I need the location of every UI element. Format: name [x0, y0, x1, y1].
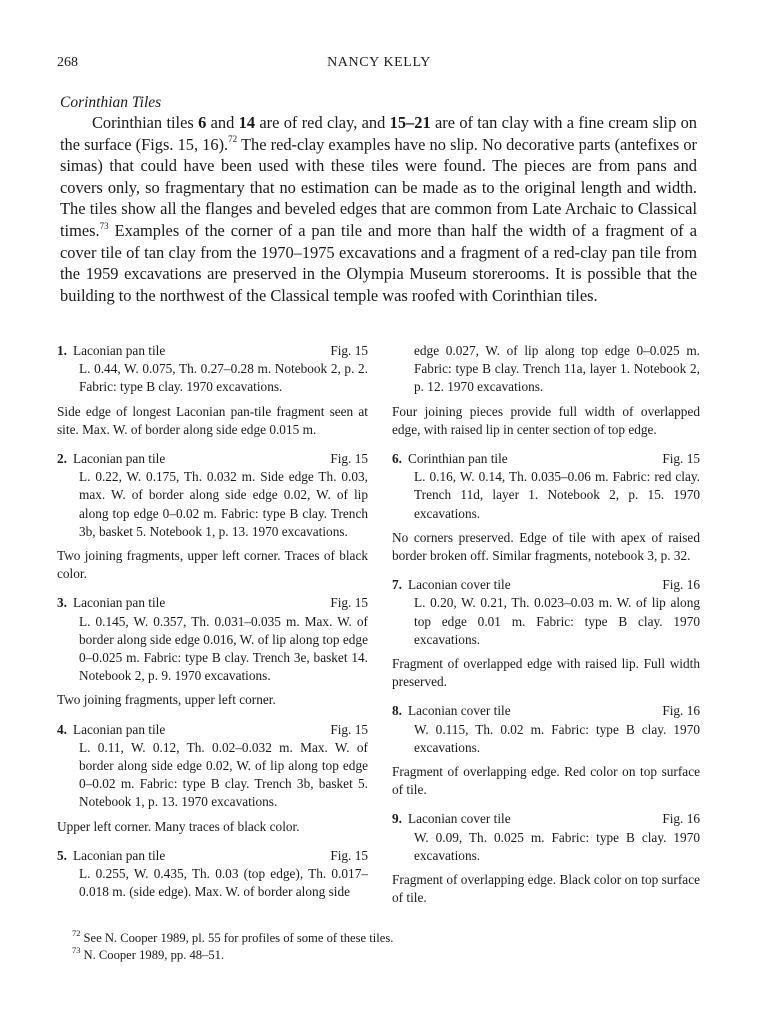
- figure-ref: Fig. 15: [330, 847, 368, 863]
- catalog-entry-5-continued: [392, 342, 700, 439]
- footnote-text: See N. Cooper 1989, pl. 55 for profiles of some of these tiles.: [83, 931, 394, 945]
- entry-description: Two joining fragments, upper left corner.: [57, 692, 276, 708]
- entry-description: Fragment of overlapping edge. Black color on top surface of tile.: [392, 872, 700, 906]
- entry-details: W. 0.115, Th. 0.02 m. Fabric: type B clay. 1970 excavations.: [414, 721, 700, 755]
- catalog-entry-4: [57, 721, 368, 836]
- footnote-73: [72, 944, 692, 964]
- entry-details-continued: edge 0.027, W. of lip along top edge 0–0.025 m. Fabric: type B clay. Trench 11a, layer 1. Notebook 2, p. 12. 1970 excavations.: [414, 343, 700, 395]
- catalog-column-right: [392, 342, 700, 918]
- catalog-entry-3: [57, 594, 368, 709]
- catalog-entry-6: [392, 450, 700, 565]
- entry-title: 6. Corinthian pan tile: [392, 451, 508, 467]
- figure-ref: Fig. 15: [330, 721, 368, 737]
- section-heading: Corinthian Tiles: [60, 94, 162, 111]
- entry-description: Four joining pieces provide full width of overlapped edge, with raised lip in center section of top edge.: [392, 403, 700, 437]
- entry-description: Upper left corner. Many traces of black color.: [57, 818, 300, 834]
- catalog-entry-2: [57, 450, 368, 583]
- entry-description: Fragment of overlapping edge. Red color on top surface of tile.: [392, 764, 700, 798]
- page-number: 268: [57, 55, 78, 70]
- catalog-entry-8: [392, 702, 700, 799]
- catalog-entry-7: [392, 576, 700, 691]
- catalog-column-left: [57, 342, 368, 912]
- footnote-72: [72, 927, 692, 947]
- entry-details: L. 0.20, W. 0.21, Th. 0.023–0.03 m. W. of lip along top edge 0.01 m. Fabric: type B clay. 1970 excavations.: [414, 595, 700, 647]
- entry-title: 3. Laconian pan tile: [57, 595, 166, 611]
- footnotes: [72, 927, 692, 964]
- figure-ref: Fig. 16: [662, 811, 700, 827]
- footnote-ref-72: 72: [228, 134, 238, 145]
- entry-details: L. 0.22, W. 0.175, Th. 0.032 m. Side edge Th. 0.03, max. W. of border along side edge 0.02, W. of lip along top edge 0–0.02 m. Fabric: type B clay. Trench 3b, basket 5. Notebook 1, p. 13. 1970 excavations.: [79, 469, 368, 539]
- entry-title: 9. Laconian cover tile: [392, 811, 511, 827]
- figure-ref: Fig. 15: [330, 343, 368, 358]
- entry-description: Side edge of longest Laconian pan-tile fragment seen at site. Max. W. of border along side edge 0.015 m.: [57, 403, 368, 437]
- figure-ref: Fig. 16: [662, 703, 700, 719]
- entry-details: W. 0.09, Th. 0.025 m. Fabric: type B clay. 1970 excavations.: [414, 829, 700, 863]
- footnote-number: 72: [72, 927, 81, 938]
- entry-details: L. 0.255, W. 0.435, Th. 0.03 (top edge), Th. 0.017–0.018 m. (side edge). Max. W. of border along side: [79, 866, 368, 900]
- running-head: [57, 55, 701, 75]
- entry-details: L. 0.44, W. 0.075, Th. 0.27–0.28 m. Notebook 2, p. 2. Fabric: type B clay. 1970 excavations.: [79, 361, 368, 395]
- figure-ref: Fig. 15: [330, 451, 368, 467]
- catalog-entry-1: [57, 342, 368, 439]
- catalog-entry-9: [392, 810, 700, 907]
- footnote-text: N. Cooper 1989, pp. 48–51.: [83, 948, 225, 962]
- entry-title: 7. Laconian cover tile: [392, 577, 511, 593]
- entry-title: 4. Laconian pan tile: [57, 721, 166, 737]
- entry-details: L. 0.11, W. 0.12, Th. 0.02–0.032 m. Max. W. of border along side edge 0.02, W. of lip along top edge 0–0.02 m. Fabric: type B clay. Trench 3b, basket 5. Notebook 1, p. 13. 1970 excavations.: [79, 739, 368, 810]
- catalog-entry-5: [57, 847, 368, 902]
- entry-description: Two joining fragments, upper left corner. Traces of black color.: [57, 548, 368, 582]
- entry-description: Fragment of overlapped edge with raised lip. Full width preserved.: [392, 656, 700, 690]
- entry-details: L. 0.145, W. 0.357, Th. 0.031–0.035 m. Max. W. of border along side edge 0.016, W. of lip along top edge 0–0.025 m. Fabric: type B clay. Trench 3e, basket 14. Notebook 2, p. 9. 1970 excavations.: [79, 613, 368, 684]
- figure-ref: Fig. 15: [662, 451, 700, 467]
- entry-description: No corners preserved. Edge of tile with apex of raised border broken off. Similar fragments, notebook 3, p. 32.: [392, 529, 700, 564]
- entry-title: 5. Laconian pan tile: [57, 847, 166, 863]
- footnote-ref-73: 73: [99, 220, 109, 231]
- entry-title: 1. Laconian pan tile: [57, 343, 166, 358]
- entry-title: 8. Laconian cover tile: [392, 703, 511, 719]
- footnote-number: 73: [72, 944, 81, 955]
- entry-title: 2. Laconian pan tile: [57, 451, 166, 467]
- intro-paragraph: Corinthian tiles 6 and 14 are of red clay, and 15–21 are of tan clay with a fine cream slip on the surface (Figs. 15, 16).$^{72}$ The red-clay examples have no slip. No decorative parts (antefixes or simas) that could have been used with these tiles were found. The pieces are from pans and covers only, so fragmentary that no estimation can be made as to the original length and width. The tiles show all the flanges and beveled edges that are common from Late Archaic to Classical times.$^{73}$ Examples of the corner of a pan tile and more than half the width of a fragment of a cover tile of tan clay from the 1970–1975 excavations and a fragment of a red-clay pan tile from the 1959 excavations are preserved in the Olympia Museum storerooms. It is possible that the building to the northwest of the Classical temple was roofed with Corinthian tiles.: [60, 113, 697, 305]
- figure-ref: Fig. 15: [330, 595, 368, 611]
- figure-ref: Fig. 16: [662, 577, 700, 593]
- running-author: NANCY KELLY: [327, 55, 431, 70]
- entry-details: L. 0.16, W. 0.14, Th. 0.035–0.06 m. Fabric: red clay. Trench 11d, layer 1. Notebook 2, p. 15. 1970 excavations.: [414, 469, 700, 521]
